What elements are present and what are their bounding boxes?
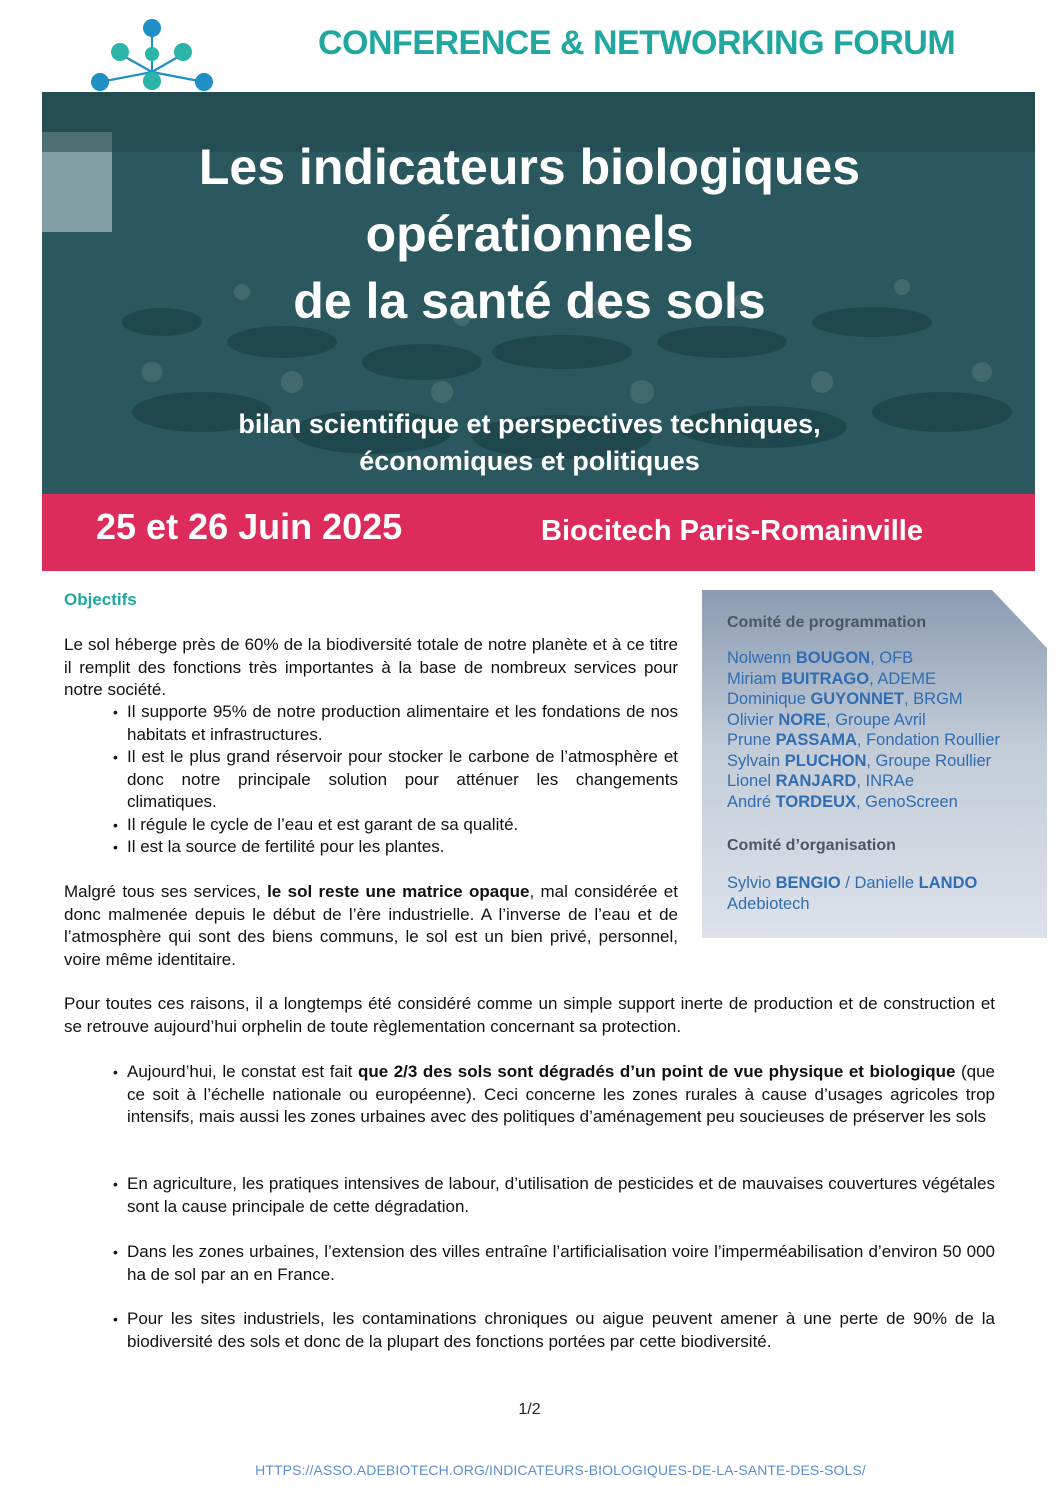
committee-member: Nolwenn BOUGON, OFB (727, 649, 914, 667)
bullet-marker: • (113, 1176, 118, 1192)
banner-title-line-2: opérationnels (365, 206, 694, 262)
bullet-marker: • (113, 704, 118, 720)
committee-member: Lionel RANJARD, INRAe (727, 772, 915, 790)
list-item: Pour les sites industriels, les contaminations chroniques ou aigue peuvent amener à une perte de 90% de la biodiversité des sols et donc de la plupart des fonctions portées par cette biodiversité. (127, 1309, 995, 1351)
list-item (127, 1061, 995, 1129)
orphan-paragraph: Pour toutes ces raisons, il a longtemps été considéré comme un simple support inerte de production et de construction et se retrouve aujourd’hui orphelin de toute règlementation concernant sa protection. (64, 994, 995, 1036)
organiser-names: Sylvio BENGIO / Danielle LANDO (727, 874, 978, 892)
banner-title-line-1: Les indicateurs biologiques (198, 139, 861, 195)
bullet-marker: • (113, 817, 118, 833)
bullet-marker: • (113, 749, 118, 765)
committee-member: Olivier NORE, Groupe Avril (727, 710, 926, 729)
banner-subtitle-line-2: économiques et politiques (359, 446, 700, 476)
bullet-marker: • (113, 1311, 118, 1327)
bullet-marker: • (113, 1064, 118, 1080)
programming-committee-list (727, 648, 1000, 812)
committee-member: Prune PASSAMA, Fondation Roullier (727, 731, 1000, 749)
list-item: Il supporte 95% de notre production alimentaire et les fondations de nos habitats et infrastructures. (127, 702, 678, 744)
committee-member: Sylvain PLUCHON, Groupe Roullier (727, 751, 992, 770)
programming-committee-heading: Comité de programmation (727, 614, 927, 631)
intro-paragraph: Le sol héberge près de 60% de la biodiversité totale de notre planète et à ce titre il remplit des fonctions très importantes à la base de nombreux services pour notre société. (64, 635, 678, 699)
organiser-company: Adebiotech (727, 894, 810, 913)
committee-member: Dominique GUYONNET, BRGM (727, 690, 963, 708)
emphasis: que 2/3 des sols sont dégradés d’un point de vue physique et biologique (357, 1062, 956, 1081)
organising-committee-list (727, 873, 977, 914)
committee-member: Miriam BUITRAGO, ADEME (727, 669, 937, 688)
text: Aujourd’hui, le constat est fait (127, 1062, 358, 1081)
list-item: Il est la source de fertilité pour les plantes. (127, 837, 445, 856)
forum-title: CONFERENCE & NETWORKING FORUM (318, 24, 956, 62)
text: (que ce soit à l’échelle nationale ou européenne). Ceci concerne les zones rurales à cause d’usages agricoles trop intensifs, mais aussi les zones urbaines avec des politiques d’aménagement peu soucieuses de préserver les sols (127, 1062, 996, 1126)
event-venue: Biocitech Paris-Romainville (541, 515, 923, 547)
banner-subtitle-line-1: bilan scientifique et perspectives techniques, (238, 409, 821, 439)
list-item: Il est le plus grand réservoir pour stocker le carbone de l’atmosphère et donc notre principale solution pour atténuer les changements climatiques. (127, 747, 678, 811)
emphasis: le sol reste une matrice opaque (267, 882, 530, 901)
organising-committee-heading: Comité d’organisation (727, 837, 896, 854)
bullet-marker: • (113, 839, 118, 855)
section-heading-objectifs: Objectifs (64, 590, 137, 609)
page-number: 1/2 (518, 1401, 541, 1418)
list-item: En agriculture, les pratiques intensives de labour, d’utilisation de pesticides et de mauvaises couvertures végétales sont la cause principale de cette dégradation. (127, 1174, 995, 1216)
banner-title-line-3: de la santé des sols (293, 273, 766, 329)
list-item: Dans les zones urbaines, l’extension des villes entraîne l’artificialisation voire l’imperméabilisation d’environ 50 000 ha de sol par an en France. (127, 1242, 995, 1284)
committee-member: André TORDEUX, GenoScreen (727, 792, 958, 811)
bullet-marker: • (113, 1244, 118, 1260)
opaque-matrix-paragraph (64, 881, 678, 971)
text: , mal considérée et donc malmenée depuis le début de l’ère industrielle. A l’inverse de l’eau et de l’atmosphère qui sont des biens communs, le sol est un bien privé, personnel, voire même identitaire. (64, 882, 678, 969)
footer-url-link[interactable]: HTTPS://ASSO.ADEBIOTECH.ORG/INDICATEURS-BIOLOGIQUES-DE-LA-SANTE-DES-SOLS/ (255, 1462, 866, 1478)
event-date: 25 et 26 Juin 2025 (96, 506, 403, 547)
list-item: Il régule le cycle de l’eau et est garant de sa qualité. (127, 815, 519, 834)
text: Malgré tous ses services, (64, 882, 268, 901)
